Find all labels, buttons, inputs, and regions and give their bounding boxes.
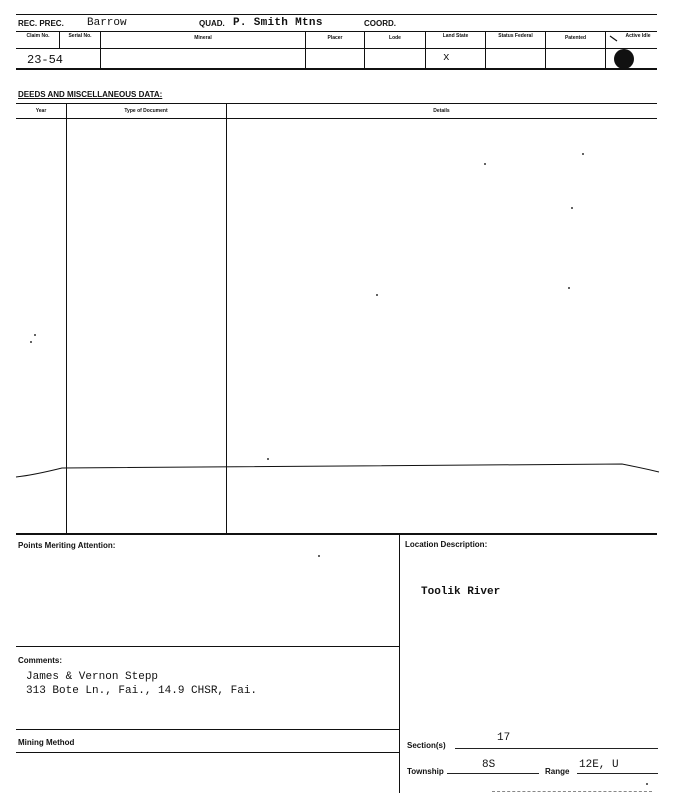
mining-method-label: Mining Method [18,738,75,747]
col-land-state: Land State [442,33,469,39]
points-meriting-label: Points Meriting Attention: [18,541,116,550]
check-mark-icon [609,35,619,43]
claim-no-value: 23-54 [27,53,64,67]
col-lode: Lode [389,35,401,41]
scan-artifact [492,791,652,792]
active-idle-mark [614,49,634,69]
col-patented: Patented [564,35,587,41]
bottom-divider [399,533,400,793]
col-status-federal: Status Federal [498,33,533,39]
claim-table-row-divider [16,48,657,49]
township-value: 8S [482,759,496,771]
bottom-section-rule [16,533,657,535]
location-label: Location Description: [405,540,488,549]
section-value: 17 [497,732,511,744]
township-label: Township [407,767,444,776]
col-placer: Placer [327,35,343,41]
header-rule [16,31,657,32]
deeds-title: DEEDS AND MISCELLANEOUS DATA: [18,90,163,99]
col-serial-no: Serial No. [68,33,92,39]
col-claim-no: Claim No. [26,33,50,39]
col-active-idle: Active Idle [625,33,651,39]
claim-table-bottom-rule [16,68,657,70]
quad-value: P. Smith Mtns [233,17,323,29]
coord-label: COORD. [364,19,396,28]
comments-label: Comments: [18,656,63,665]
location-value: Toolik River [421,586,501,598]
section-label: Section(s) [407,741,446,750]
comments-line-2: 313 Bote Ln., Fai., 14.9 CHSR, Fai. [26,685,258,697]
range-label: Range [545,767,570,776]
col-details: Details [433,108,450,114]
land-state-value: x [443,52,450,64]
rec-prec-label: REC. PREC. [18,19,64,28]
col-mineral: Mineral [194,35,212,41]
rec-prec-value: Barrow [87,17,127,29]
col-type-of-document: Type of Document [124,108,168,114]
range-value: 12E, U [579,759,619,771]
col-year: Year [35,108,47,114]
top-rule [16,14,657,15]
quad-label: QUAD. [199,19,225,28]
comments-line-1: James & Vernon Stepp [26,671,159,683]
deeds-fold-line [14,458,660,480]
